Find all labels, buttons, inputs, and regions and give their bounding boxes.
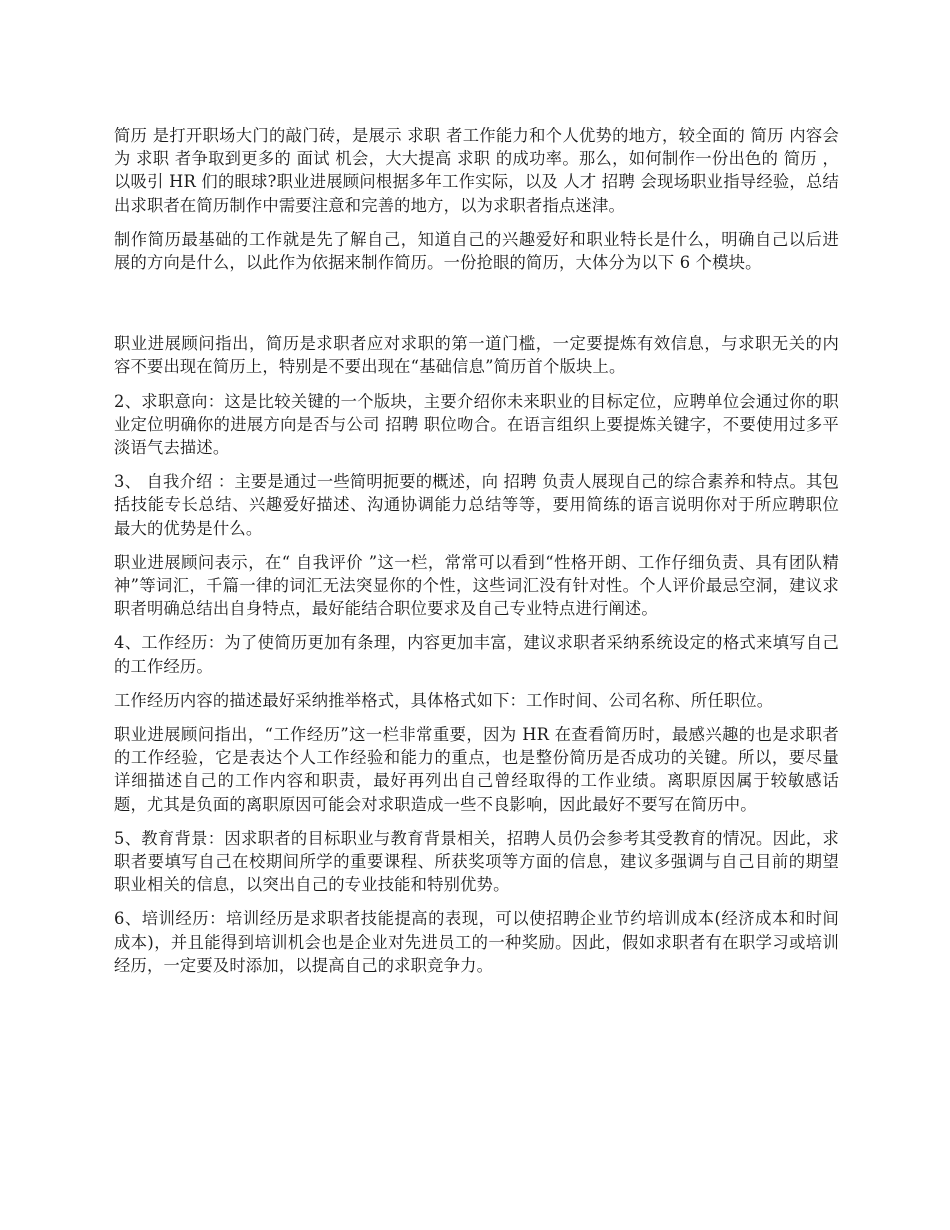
paragraph-work-advice: 职业进展顾问指出，“工作经历”这一栏非常重要，因为 HR 在查看简历时，最感兴趣的也是求职者的工作经验，它是表达个人工作经验和能力的重点，也是整份简历是否成功的关键。所以，要尽量详细描述自己的工作内容和职责，最好再列出自己曾经取得的工作业绩。离职原因属于较敏感话题，尤其是负面的离职原因可能会对求职造成一些不良影响，因此最好不要写在简历中。 [114,725,839,814]
paragraph-overview: 制作简历最基础的工作就是先了解自己，知道自己的兴趣爱好和职业特长是什么，明确自己以后进展的方向是什么，以此作为依据来制作简历。一份抢眼的简历，大体分为以下 6 个模块。 [114,229,839,273]
paragraph-self-evaluation-advice: 职业进展顾问表示，在“ 自我评价 ”这一栏，常常可以看到“性格开朗、工作仔细负责、具有团队精神”等词汇，千篇一律的词汇无法突显你的个性，这些词汇没有针对性。个人评价最忌空洞，建议求职者明确总结出自身特点，最好能结合职位要求及自己专业特点进行阐述。 [114,552,839,619]
paragraph-job-intention: 2、求职意向：这是比较关键的一个版块，主要介绍你未来职业的目标定位，应聘单位会通过你的职业定位明确你的进展方向是否与公司 招聘 职位吻合。在语言组织上要提炼关键字，不要使用过多平淡语气去描述。 [114,391,839,458]
paragraph-work-format: 工作经历内容的描述最好采纳推举格式，具体格式如下：工作时间、公司名称、所任职位。 [114,690,774,710]
paragraph-education: 5、教育背景：因求职者的目标职业与教育背景相关，招聘人员仍会参考其受教育的情况。因此，求职者要填写自己在校期间所学的重要课程、所获奖项等方面的信息，建议多强调与自己目前的期望职业相关的信息，以突出自己的专业技能和特别优势。 [114,828,839,895]
paragraph-work-experience: 4、工作经历：为了使简历更加有条理，内容更加丰富，建议求职者采纳系统设定的格式来填写自己的工作经历。 [114,633,839,676]
paragraph-intro: 简历 是打开职场大门的敲门砖，是展示 求职 者工作能力和个人优势的地方，较全面的 简历 内容会为 求职 者争取到更多的 面试 机会，大大提高 求职 的成功率。那么，如何制作一份出色的 简历 ，以吸引 HR 们的眼球?职业进展顾问根据多年工作实际，以及 人才 招聘 会现场职业指导经验，总结出求职者在简历制作中需要注意和完善的地方，以为求职者指点迷津。 [114,126,839,215]
paragraph-self-introduction: 3、 自我介绍 ：主要是通过一些简明扼要的概述，向 招聘 负责人展现自己的综合素养和特点。其包括技能专长总结、兴趣爱好描述、沟通协调能力总结等等，要用简练的语言说明你对于所应聘职位最大的优势是什么。 [114,472,839,538]
document-body [114,124,839,988]
paragraph-training: 6、培训经历：培训经历是求职者技能提高的表现，可以使招聘企业节约培训成本(经济成本和时间成本)，并且能得到培训机会也是企业对先进员工的一种奖励。因此，假如求职者有在职学习或培训经历，一定要及时添加，以提高自己的求职竞争力。 [114,909,839,975]
paragraph-basic-info-advice: 职业进展顾问指出，简历是求职者应对求职的第一道门槛，一定要提炼有效信息，与求职无关的内容不要出现在简历上，特别是不要出现在“基础信息”简历首个版块上。 [114,334,839,377]
